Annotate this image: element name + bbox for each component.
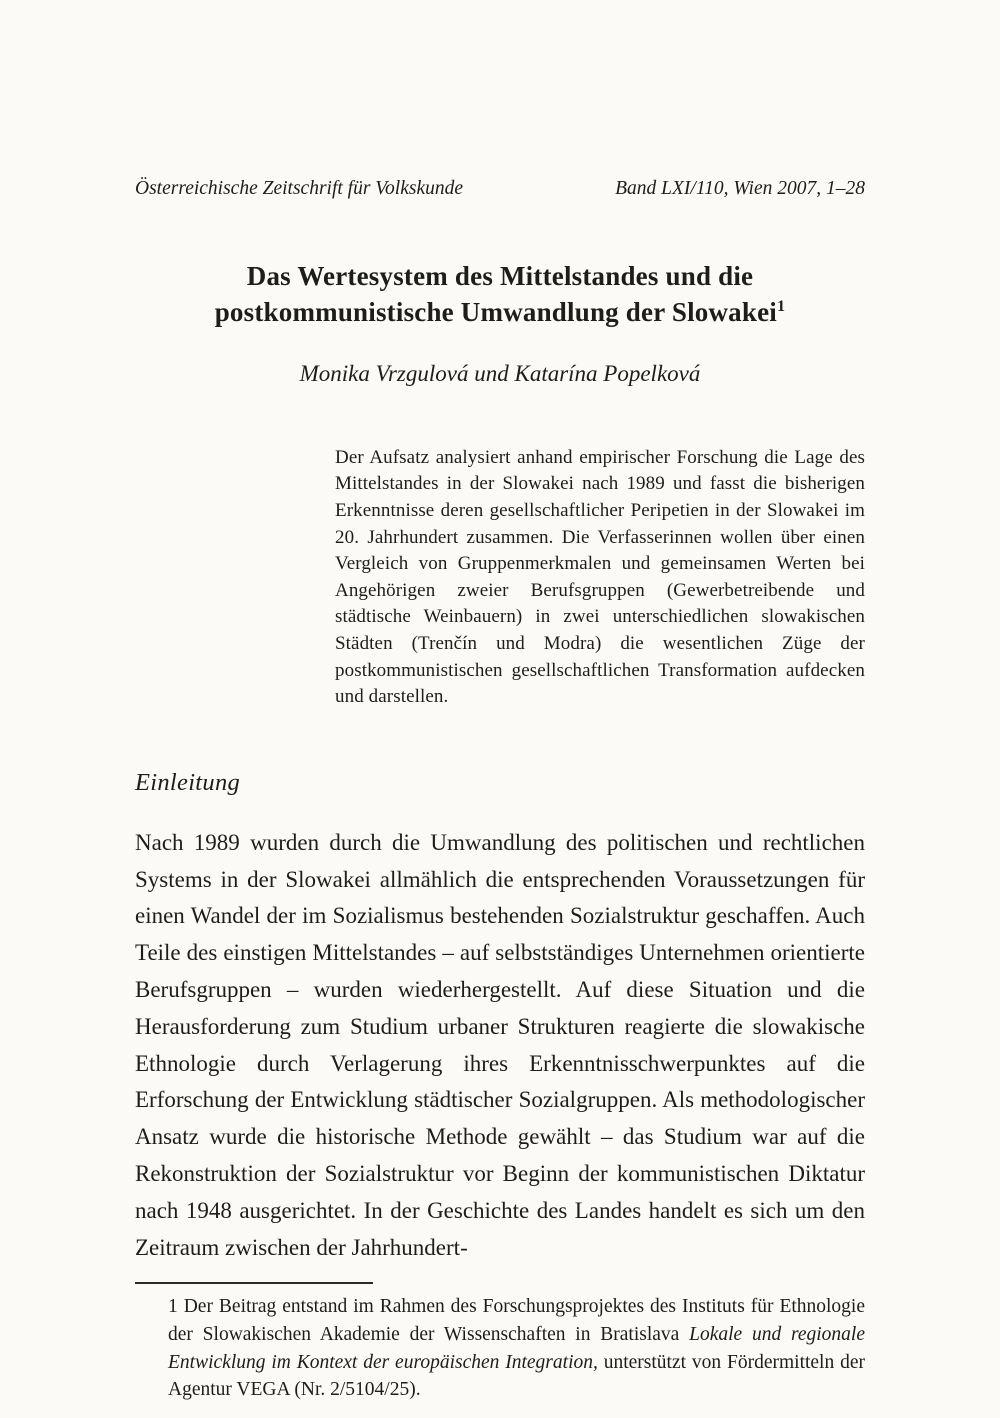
article-title (135, 258, 865, 331)
running-head (135, 178, 865, 200)
section-heading-einleitung: Einleitung (135, 768, 241, 796)
footnote-text-before: Der Beitrag entstand im Rahmen des Forschungsprojektes des Instituts für Ethnologie der Slowakischen Akademie der Wissenschaften in Bratislava (168, 1296, 866, 1346)
article-title-line2: postkommunistische Umwandlung der Slowakei (214, 297, 777, 328)
footnote-1 (168, 1293, 865, 1404)
title-footnote-ref: 1 (776, 297, 786, 316)
footnote-separator-rule (135, 1282, 373, 1284)
abstract-text: Der Aufsatz analysiert anhand empirischer Forschung die Lage des Mittelstandes in der Slowakei nach 1989 und fasst die bisherigen Erkenntnisse deren gesellschaftlicher Peripetien in der Slowakei im 20. Jahrhundert zusammen. Die Verfasserinnen wollen über einen Vergleich von Gruppenmerkmalen und gemeinsamen Werten bei Angehörigen zweier Berufsgruppen (Gewerbetreibende und städtische Weinbauern) in zwei unterschiedlichen slowakischen Städten (Trenčín und Modra) die wesentlichen Züge der postkommunistischen gesellschaftlichen Transformation aufdecken und darstellen. (335, 446, 865, 708)
issue-info: Band LXI/110, Wien 2007, 1–28 (615, 178, 865, 199)
footnote-area (135, 1282, 865, 1404)
authors-line: Monika Vrzgulová und Katarína Popelková (299, 360, 701, 386)
footnote-text-after: unterstützt von Fördermitteln der Agentur VEGA (Nr. 2/5104/25). (168, 1351, 865, 1401)
footnote-number: 1 (168, 1296, 178, 1318)
footnote-italic-title: Lokale und regionale Entwicklung im Kontext der europäischen Integration, (168, 1324, 865, 1373)
article-title-line1: Das Wertesystem des Mittelstandes und die (246, 261, 754, 291)
journal-name: Österreichische Zeitschrift für Volkskunde (135, 178, 464, 199)
body-paragraph: Nach 1989 wurden durch die Umwandlung des politischen und rechtlichen Systems in der Slowakei allmählich die entsprechenden Voraussetzungen für einen Wandel der im Sozialismus bestehenden Sozialstruktur geschaffen. Auch Teile des einstigen Mittelstandes – auf selbstständiges Unternehmen orientierte Berufsgruppen – wurden wiederhergestellt. Auf diese Situation und die Herausforderung zum Studium urbaner Strukturen reagierte die slowakische Ethnologie durch Verlagerung ihres Erkenntnisschwerpunktes auf die Erforschung der Entwicklung städtischer Sozialgruppen. Als methodologischer Ansatz wurde die historische Methode gewählt – das Studium war auf die Rekonstruktion der Sozialstruktur vor Beginn der kommunistischen Diktatur nach 1948 ausgerichtet. In der Geschichte des Landes handelt es sich um den Zeitraum zwischen der Jahrhundert- (135, 829, 865, 1260)
